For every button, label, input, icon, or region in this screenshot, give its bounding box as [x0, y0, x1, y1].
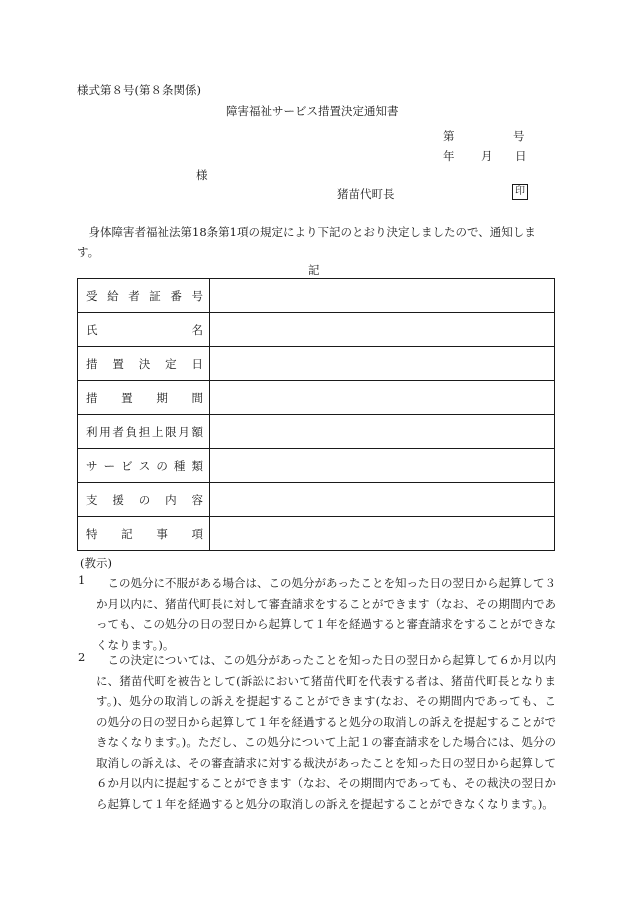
table-row — [78, 517, 555, 551]
note-number: 1 — [78, 573, 86, 587]
table-row — [78, 347, 555, 381]
date-day-label: 日 — [515, 149, 527, 163]
table-row — [78, 313, 555, 347]
document-title: 障害福祉サービス措置決定通知書 — [226, 104, 399, 118]
row-label-monthly-cap: 利 用 者 負 担 上 限 月 額 — [78, 415, 210, 449]
row-value-service-type[interactable] — [210, 449, 555, 483]
table-row — [78, 483, 555, 517]
form-number: 様式第８号(第８条関係) — [77, 83, 201, 97]
document-number-label: 第 — [443, 129, 455, 143]
table-row — [78, 449, 555, 483]
row-value-period[interactable] — [210, 381, 555, 415]
row-value-recipient-certificate-number[interactable] — [210, 279, 555, 313]
row-label-support-content: 支 援 の 内 容 — [78, 483, 210, 517]
row-value-name[interactable] — [210, 313, 555, 347]
note-text: この決定については、この処分があったことを知った日の翌日から起算して６か月以内に、猪苗代町を被告として(訴訟において猪苗代町を代表する者は、猪苗代町長となります。)、処分の取消しの訴えを提起することができます(なお、その期間内であっても、この処分の日の翌日から起算して１年を経過すると処分の取消しの訴えを提起することができなくなります。)。ただし、この処分について上記１の審査請求をした場合には、処分の取消しの訴えは、その審査請求に対する裁決があったことを知った日の翌日から起算して６か月以内に提起することができます（なお、その期間内であっても、その裁決の翌日から起算して１年を経過すると処分の取消しの訴えを提起することができなくなります。)。 — [96, 653, 556, 811]
notes-heading: (教示) — [80, 556, 112, 570]
ki-label: 記 — [308, 263, 320, 277]
note-number: 2 — [78, 650, 86, 664]
row-label-service-type: サ ー ビ ス の 種 類 — [78, 449, 210, 483]
row-value-decision-date[interactable] — [210, 347, 555, 381]
decision-table — [77, 278, 555, 551]
seal-stamp-box: 印 — [512, 184, 528, 200]
table-row — [78, 415, 555, 449]
table-row — [78, 279, 555, 313]
row-value-monthly-cap[interactable] — [210, 415, 555, 449]
row-label-period: 措 置 期 間 — [78, 381, 210, 415]
row-value-support-content[interactable] — [210, 483, 555, 517]
row-label-special-notes: 特 記 事 項 — [78, 517, 210, 551]
date-month-label: 月 — [481, 149, 493, 163]
intro-paragraph: 身体障害者福祉法第18条第1項の規定により下記のとおり決定しましたので、通知します。 — [77, 225, 536, 259]
addressee-honorific: 様 — [196, 168, 208, 182]
document-number-suffix: 号 — [513, 129, 525, 143]
row-label-name: 氏 名 — [78, 313, 210, 347]
row-label-decision-date: 措 置 決 定 日 — [78, 347, 210, 381]
row-value-special-notes[interactable] — [210, 517, 555, 551]
row-label-recipient-certificate-number: 受 給 者 証 番 号 — [78, 279, 210, 313]
date-year-label: 年 — [443, 149, 455, 163]
issuer-name: 猪苗代町長 — [337, 187, 395, 201]
table-row — [78, 381, 555, 415]
note-text: この処分に不服がある場合は、この処分があったことを知った日の翌日から起算して３か月以内に、猪苗代町長に対して審査請求をすることができます（なお、その期間内であっても、この処分の日の翌日から起算して１年を経過すると審査請求をすることができなくなります。)。 — [96, 576, 556, 652]
